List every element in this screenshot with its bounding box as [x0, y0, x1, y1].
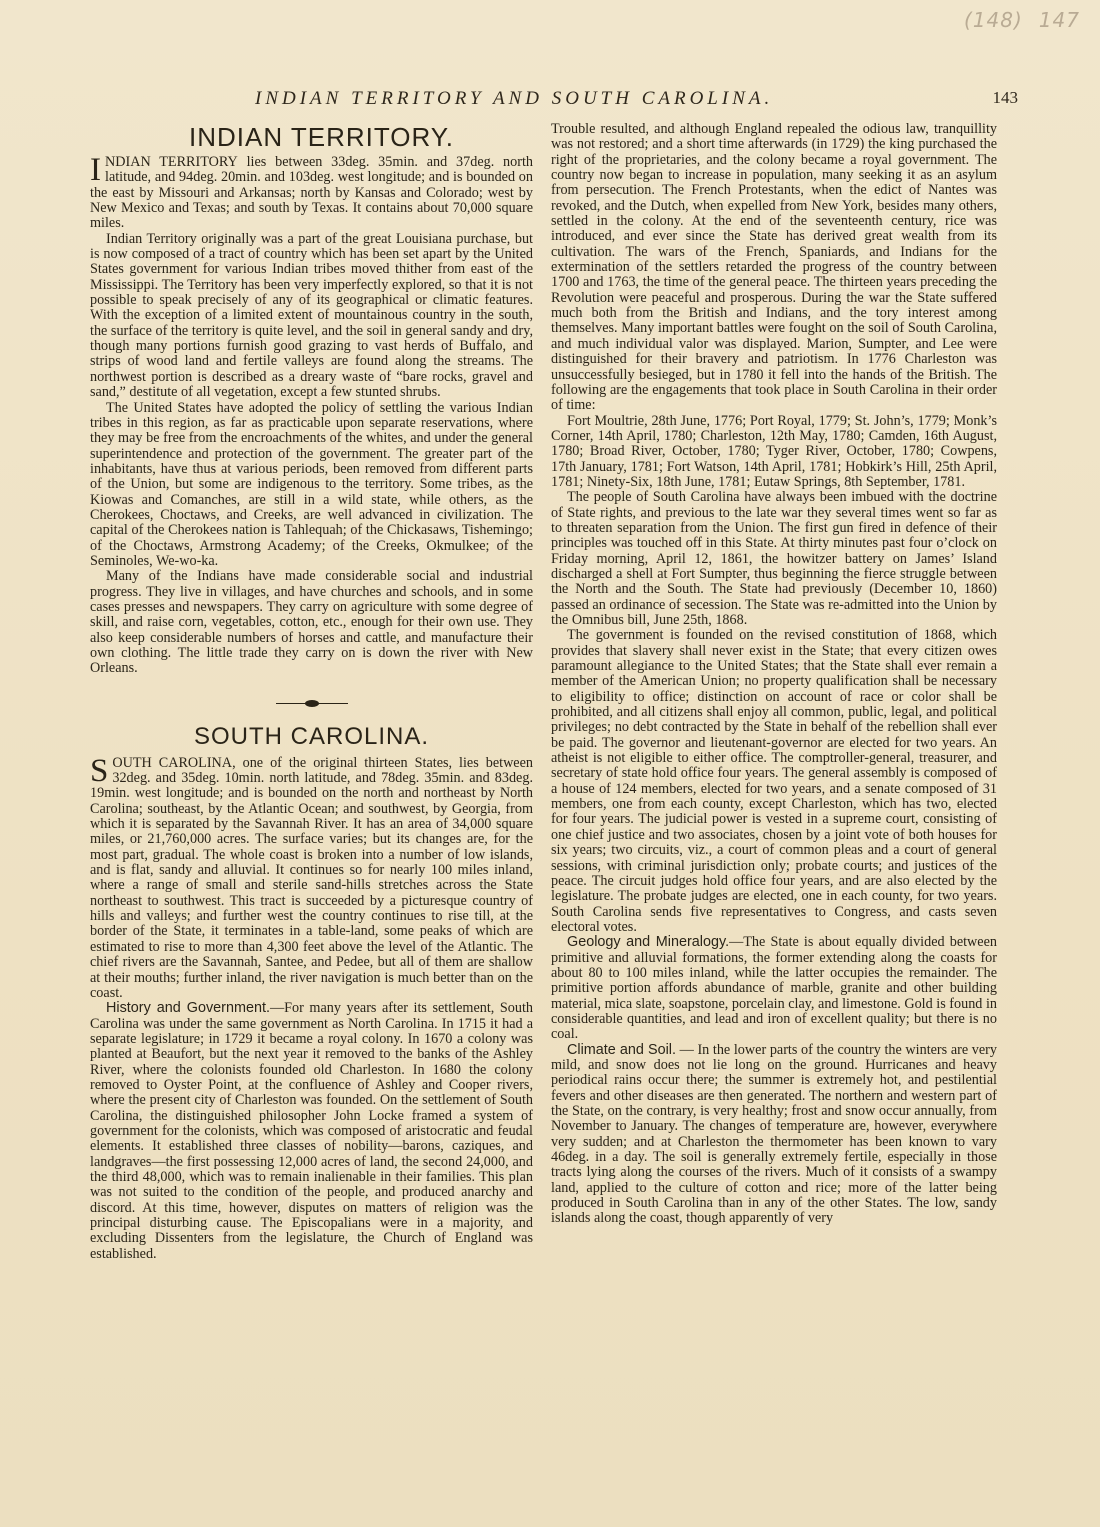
climate-text: — In the lower parts of the country the winters are very mild, and snow does not lie long on the ground. Hurricanes and heavy periodical rains occur there; the summer is extremely hot, and pestilential fevers and other diseases are then generated. The northern and western part of the State, on the contrary, is very healthy; frost and snow occur annually, from November to January. The changes of temperature are, however, everywhere very sudden; and at Charleston the thermometer has been known to vary 46deg. in a day. The soil is generally extremely fertile, especially in those tracts lying along the courses of the rivers. Much of it consists of a swampy land, applied to the culture of cotton and rice; more of the latter being produced in South Carolina than in any of the other States. The low, sandy islands along the coast, though apparently of very — [551, 1041, 997, 1227]
page-number: 143 — [992, 88, 1018, 107]
history-text: —For many years after its settlement, South Carolina was under the same government as North Carolina. In 1715 it had a separate legislature; in 1729 it became a royal colony. In 1670 a colony was planted at Beaufort, but the next year it removed to the banks of the Ashley River, where the colonists founded old Charleston. In 1680 the colony removed to Oyster Point, at the confluence of Ashley and Cooper rivers, where the present city of Charleston was founded. On the settlement of South Carolina, the distinguished philosopher John Locke framed a system of government for the colonists, which was composed of aristocratic and feudal elements. It established three classes of nobility—barons, caziques, and landgraves—the first possessing 12,000 acres of land, the second 24,000, and the third 48,000, which was to remain inalienable in their families. This plan was not suited to the condition of the people, and produced anarchy and discord. At this time, however, disputes on matters of religion was the principal disturbing cause. The Episcopalians were in a majority, and excluding Dissenters from the legislature, the Church of England was established. — [90, 1000, 533, 1262]
lead-caps: NDIAN TERRITORY — [105, 154, 238, 170]
subheading-climate: Climate and Soil. — [567, 1041, 676, 1058]
paragraph-it-3: The United States have adopted the policy of settling the various Indian tribes in this region, as far as practicable upon separate reservations, where they may be free from the encroachments of the whites, and under the general superintendence and protection of the government. The greater part of the inhabitants, have thus at various periods, been removed from different parts of the Union, but some are indigenous to the territory. Some tribes, as the Kiowas and Comanches, are still in a wild state, while others, as the Cherokees, Choctaws, and Creeks, are well advanced in civilization. The capital of the Cherokees nation is Tahlequah; of the Chickasaws, Tishemingo; of the Choctaws, Armstrong Academy; of the Creeks, Okmulkee; of the Seminoles, We-wo-ka. — [90, 399, 533, 569]
subheading-geology: Geology and Mineralogy. — [567, 934, 730, 951]
paragraph-text: lies between 33deg. 35min. and 37deg. north latitude, and 94deg. 20min. and 103deg. west longitude; and is bounded on the east by Missouri and Arkansas; north by Kansas and Colorado; west by New Mexico and Texas; and south by Texas. It contains about 70,000 square miles. — [90, 154, 533, 232]
section-title-south-carolina: SOUTH CAROLINA. — [193, 722, 430, 750]
paragraph-sc-1 — [90, 752, 533, 1002]
right-column — [551, 122, 997, 1227]
paragraph-battles: Fort Moultrie, 28th June, 1776; Port Royal, 1779; St. John’s, 1779; Monk’s Corner, 14th April, 1780; Charleston, 12th May, 1780; Camden, 16th August, 1780; Broad River, October, 1780; Tyger River, October, 1780; Cowpens, 17th January, 1781; Fort Watson, 14th April, 1781; Hobkirk’s Hill, 25th April, 1781; Ninety-Six, 18th June, 1781; Eutaw Springs, 8th September, 1781. — [551, 412, 997, 490]
pencil-note-2: 147 — [1038, 8, 1080, 32]
running-head: INDIAN TERRITORY AND SOUTH CAROLINA. — [255, 88, 774, 109]
geology-text: —The State is about equally divided between primitive and alluvial formations, the former extending along the coasts for about 80 to 100 miles inland, while the latter occupies the remainder. The primitive portion affords abundance of marble, granite and other building material, mica slate, soapstone, porcelain clay, and limestone. Gold is found in considerable quantities, and lead and iron of excellent quality; but there is no coal. — [551, 934, 997, 1043]
left-column — [90, 122, 533, 1262]
paragraph-state-rights: The people of South Carolina have always been imbued with the doctrine of State rights, and previous to the late war they several times went so far as to threaten separation from the Union. The first gun fired in defence of their principles was touched off in this State. At thirty minutes past four o’clock on Friday morning, April 12, 1861, the howitzer battery on James’ Island discharged a shell at Fort Sumpter, thus beginning the fierce struggle between the North and the South. The State had previously (December 10, 1860) passed an ordinance of secession. The State was re-admitted into the Union by the Omnibus bill, June 25th, 1868. — [551, 489, 997, 628]
paragraph-it-2: Indian Territory originally was a part of the great Louisiana purchase, but is now composed of a tract of country which has been set apart by the United States government for various Indian tribes moved thither from east of the Mississippi. The Territory has been very imperfectly explored, so that it is not possible to speak precisely of any of its geographical or climatic features. With the exception of a limited extent of mountainous country in the south, the surface of the territory is quite level, and the soil in general sandy and dry, though many portions furnish good grazing to vast herds of Buffalo, and strips of wood land and fertile valleys are found along the streams. The northwest portion is described as a dreary waste of “bare rocks, gravel and sand,” destitute of all vegetation, except a few stunted shrubs. — [90, 230, 533, 401]
pencil-note-1: (148) — [964, 8, 1023, 32]
paragraph-history-part2: Trouble resulted, and although England repealed the odious law, tranquillity was not restored; and a short time afterwards (in 1729) the king purchased the right of the proprietaries, and the colony became a royal government. The country now began to increase in population, many seeking it as an asylum from persecution. The French Protestants, when the edict of Nantes was revoked, and the Dutch, when expelled from New York, besides many others, settled in the colony. At the end of the seventeenth century, rice was introduced, and ever since the State has derived great wealth from its cultivation. The wars of the French, Spaniards, and Indians for the extermination of the settlers retarded the progress of the country between 1700 and 1763, the time of the general peace. The thirteen years preceding the Revolution were peaceful and prosperous. During the war the State suffered much both from the British and Indians, and the tory interest among themselves. Many important battles were fought on the soil of South Carolina, and much individual valor was displayed. Marion, Sumpter, and Lee were distinguished for their bravery and patriotism. In 1776 Charleston was unsuccessfully besieged, but in 1780 it fell into the hands of the British. The following are the engagements that took place in South Carolina in their order of time: — [551, 121, 997, 414]
lead-caps: OUTH CAROLINA — [112, 754, 233, 771]
paragraph-climate — [551, 1043, 997, 1227]
paragraph-history-part1 — [90, 1001, 533, 1262]
pencil-annotation — [948, 8, 1080, 32]
dropcap: I — [90, 152, 101, 188]
paragraph-it-4: Many of the Indians have made considerable social and industrial progress. They live in villages, and have churches and schools, and in some cases presses and newspapers. They carry on agriculture with some degree of skill, and raise corn, vegetables, cotton, etc., enough for their own use. They also keep considerable numbers of horses and cattle, and manufacture their own clothing. The little trade they carry on is down the river with New Orleans. — [90, 568, 533, 677]
section-title-indian-territory: INDIAN TERRITORY. — [188, 122, 455, 152]
paragraph-geology — [551, 935, 997, 1042]
paragraph-government: The government is founded on the revised constitution of 1868, which provides that slavery shall never exist in the State; that every citizen owes paramount allegiance to the United States; that the State shall ever remain a member of the American Union; no property qualification shall be necessary to eligibility to office; distinction on account of race or color shall be prohibited, and all citizens shall enjoy all common, public, legal, and political privileges; no debt contracted by the State in behalf of the rebellion shall ever be paid. The governor and lieutenant-governor are elected for two years. An atheist is not eligible to either office. The comptroller-general, treasurer, and secretary of state hold office four years. The general assembly is composed of a house of 124 members, elected for two years, and a senate composed of 31 members, one from each county, except Charleston, which has two, elected for four years. The judicial power is vested in a supreme court, consisting of one chief justice and two associates, chosen by a joint vote of both houses for six years; two circuits, viz., a court of common pleas and a court of general sessions, with criminal jurisdiction only; probate courts; and justices of the peace. The circuit judges hold office four years, and are also elected by the legislature. The probate judges are elected, one in each county, for two years. South Carolina sends five representatives to Congress, and casts seven electoral votes. — [551, 627, 997, 935]
dropcap: S — [90, 752, 109, 789]
paragraph-it-1 — [90, 152, 533, 232]
subheading-history: History and Government. — [106, 1000, 270, 1017]
section-divider — [276, 699, 348, 708]
paragraph-text: , one of the original thirteen States, lies between 32deg. and 35deg. 10min. north latitude, and 78deg. 35min. and 83deg. 19min. west longitude; and is bounded on the north and northeast by North Carolina; southeast, by the Atlantic Ocean; and southwest, by Georgia, from which it is separated by the Savannah River. It has an area of 34,000 square miles, or 21,760,000 acres. The surface varies; but its changes are, for the most part, gradual. The whole coast is broken into a number of low islands, and is flat, sandy and alluvial. It continues so for nearly 100 miles inland, where a range of small and sterile sand-hills stretches across the State northeast to southwest. This tract is succeeded by a picturesque country of hills and valleys; and further west the country continues to rise till, at the border of the State, it terminates in a table-land, some peaks of which are estimated to rise to more than 4,300 feet above the level of the Atlantic. The chief rivers are the Savannah, Santee, and Pedee, but all of them are shallow at their mouths; further inland, the river navigation is much better than on the coast. — [90, 754, 533, 1001]
